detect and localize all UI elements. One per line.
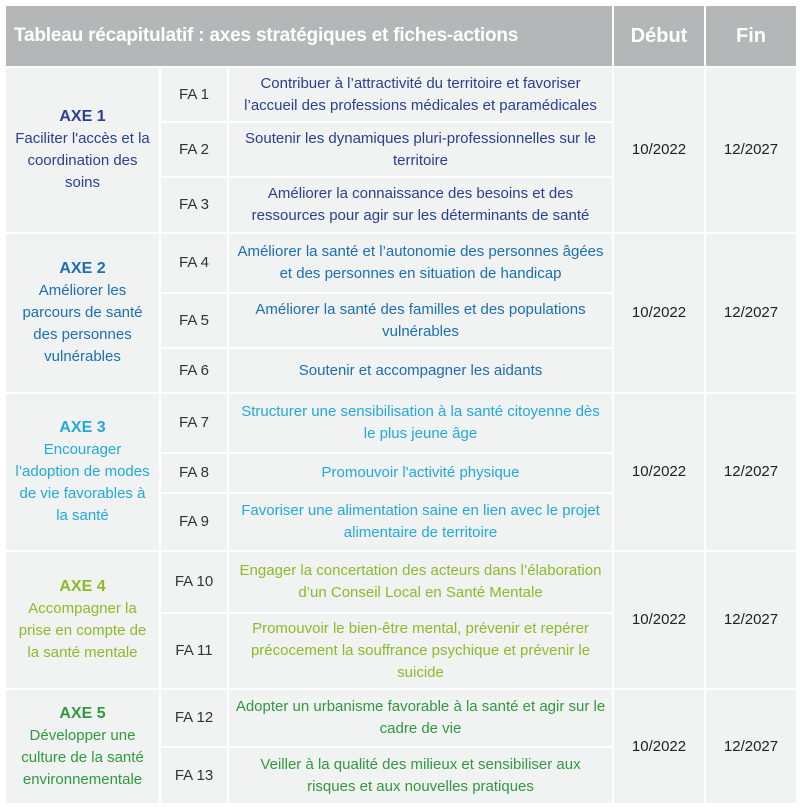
- axe-4-fin: 12/2027: [705, 551, 797, 689]
- fa-code: FA 4: [160, 233, 228, 293]
- header-debut: Début: [613, 5, 705, 67]
- axe-3-desc: Encourager l’adoption de modes de vie favorables à la santé: [15, 441, 150, 524]
- axe-1-fin: 12/2027: [705, 67, 797, 233]
- axe-3-label: AXE 3: [59, 419, 106, 436]
- header-row: [5, 5, 797, 67]
- table-row: [5, 393, 797, 453]
- fa-text: Contribuer à l’attractivité du territoire et favoriser l’accueil des professions médicales et paramédicales: [228, 67, 613, 122]
- axe-5-desc: Développer une culture de la santé environnementale: [21, 726, 144, 788]
- axe-4-desc: Accompagner la prise en compte de la santé mentale: [18, 600, 147, 661]
- axe-1-label: AXE 1: [59, 108, 106, 125]
- fa-code: FA 13: [160, 747, 228, 804]
- fa-code: FA 1: [160, 67, 228, 122]
- fa-code: FA 11: [160, 613, 228, 689]
- axe-2-cell: [5, 233, 160, 393]
- fa-code: FA 5: [160, 293, 228, 348]
- fa-text: Favoriser une alimentation saine en lien avec le projet alimentaire de territoire: [228, 493, 613, 551]
- fa-code: FA 6: [160, 348, 228, 393]
- fa-code: FA 7: [160, 393, 228, 453]
- table-title: Tableau récapitulatif : axes stratégiques et fiches-actions: [5, 5, 613, 67]
- fa-code: FA 12: [160, 689, 228, 747]
- header-fin: Fin: [705, 5, 797, 67]
- axe-3-cell: [5, 393, 160, 551]
- axe-1-debut: 10/2022: [613, 67, 705, 233]
- axe-2-debut: 10/2022: [613, 233, 705, 393]
- summary-table: [4, 4, 798, 805]
- axe-1-cell: [5, 67, 160, 233]
- fa-text: Structurer une sensibilisation à la santé citoyenne dès le plus jeune âge: [228, 393, 613, 453]
- table-row: [5, 551, 797, 613]
- fa-text: Soutenir et accompagner les aidants: [228, 348, 613, 393]
- axe-3-debut: 10/2022: [613, 393, 705, 551]
- axe-4-label: AXE 4: [59, 578, 106, 595]
- fa-text: Engager la concertation des acteurs dans l’élaboration d’un Conseil Local en Santé Mentale: [228, 551, 613, 613]
- fa-text: Améliorer la connaissance des besoins et des ressources pour agir sur les déterminants de santé: [228, 177, 613, 233]
- table-row: [5, 689, 797, 747]
- axe-3-fin: 12/2027: [705, 393, 797, 551]
- axe-5-label: AXE 5: [59, 704, 106, 722]
- fa-code: FA 9: [160, 493, 228, 551]
- axe-1-desc: Faciliter l'accès et la coordination des soins: [15, 130, 150, 191]
- fa-code: FA 10: [160, 551, 228, 613]
- fa-code: FA 2: [160, 122, 228, 177]
- fa-text: Améliorer la santé des familles et des populations vulnérables: [228, 293, 613, 348]
- table-row: [5, 233, 797, 293]
- fa-text: Promouvoir le bien-être mental, prévenir et repérer précocement la souffrance psychique et prévenir le suicide: [228, 613, 613, 689]
- axe-4-debut: 10/2022: [613, 551, 705, 689]
- fa-code: FA 3: [160, 177, 228, 233]
- fa-code: FA 8: [160, 453, 228, 493]
- axe-2-label: AXE 2: [59, 260, 106, 277]
- axe-5-fin: 12/2027: [705, 689, 797, 804]
- axe-5-debut: 10/2022: [613, 689, 705, 804]
- fa-text: Promouvoir l'activité physique: [228, 453, 613, 493]
- axe-5-cell: [5, 689, 160, 804]
- axe-2-desc: Améliorer les parcours de santé des personnes vulnérables: [22, 282, 143, 365]
- axe-2-fin: 12/2027: [705, 233, 797, 393]
- fa-text: Veiller à la qualité des milieux et sensibiliser aux risques et aux nouvelles pratiques: [228, 747, 613, 804]
- fa-text: Améliorer la santé et l’autonomie des personnes âgées et des personnes en situation de handicap: [228, 233, 613, 293]
- axe-4-cell: [5, 551, 160, 689]
- fa-text: Soutenir les dynamiques pluri-professionnelles sur le territoire: [228, 122, 613, 177]
- fa-text: Adopter un urbanisme favorable à la santé et agir sur le cadre de vie: [228, 689, 613, 747]
- table-row: [5, 67, 797, 122]
